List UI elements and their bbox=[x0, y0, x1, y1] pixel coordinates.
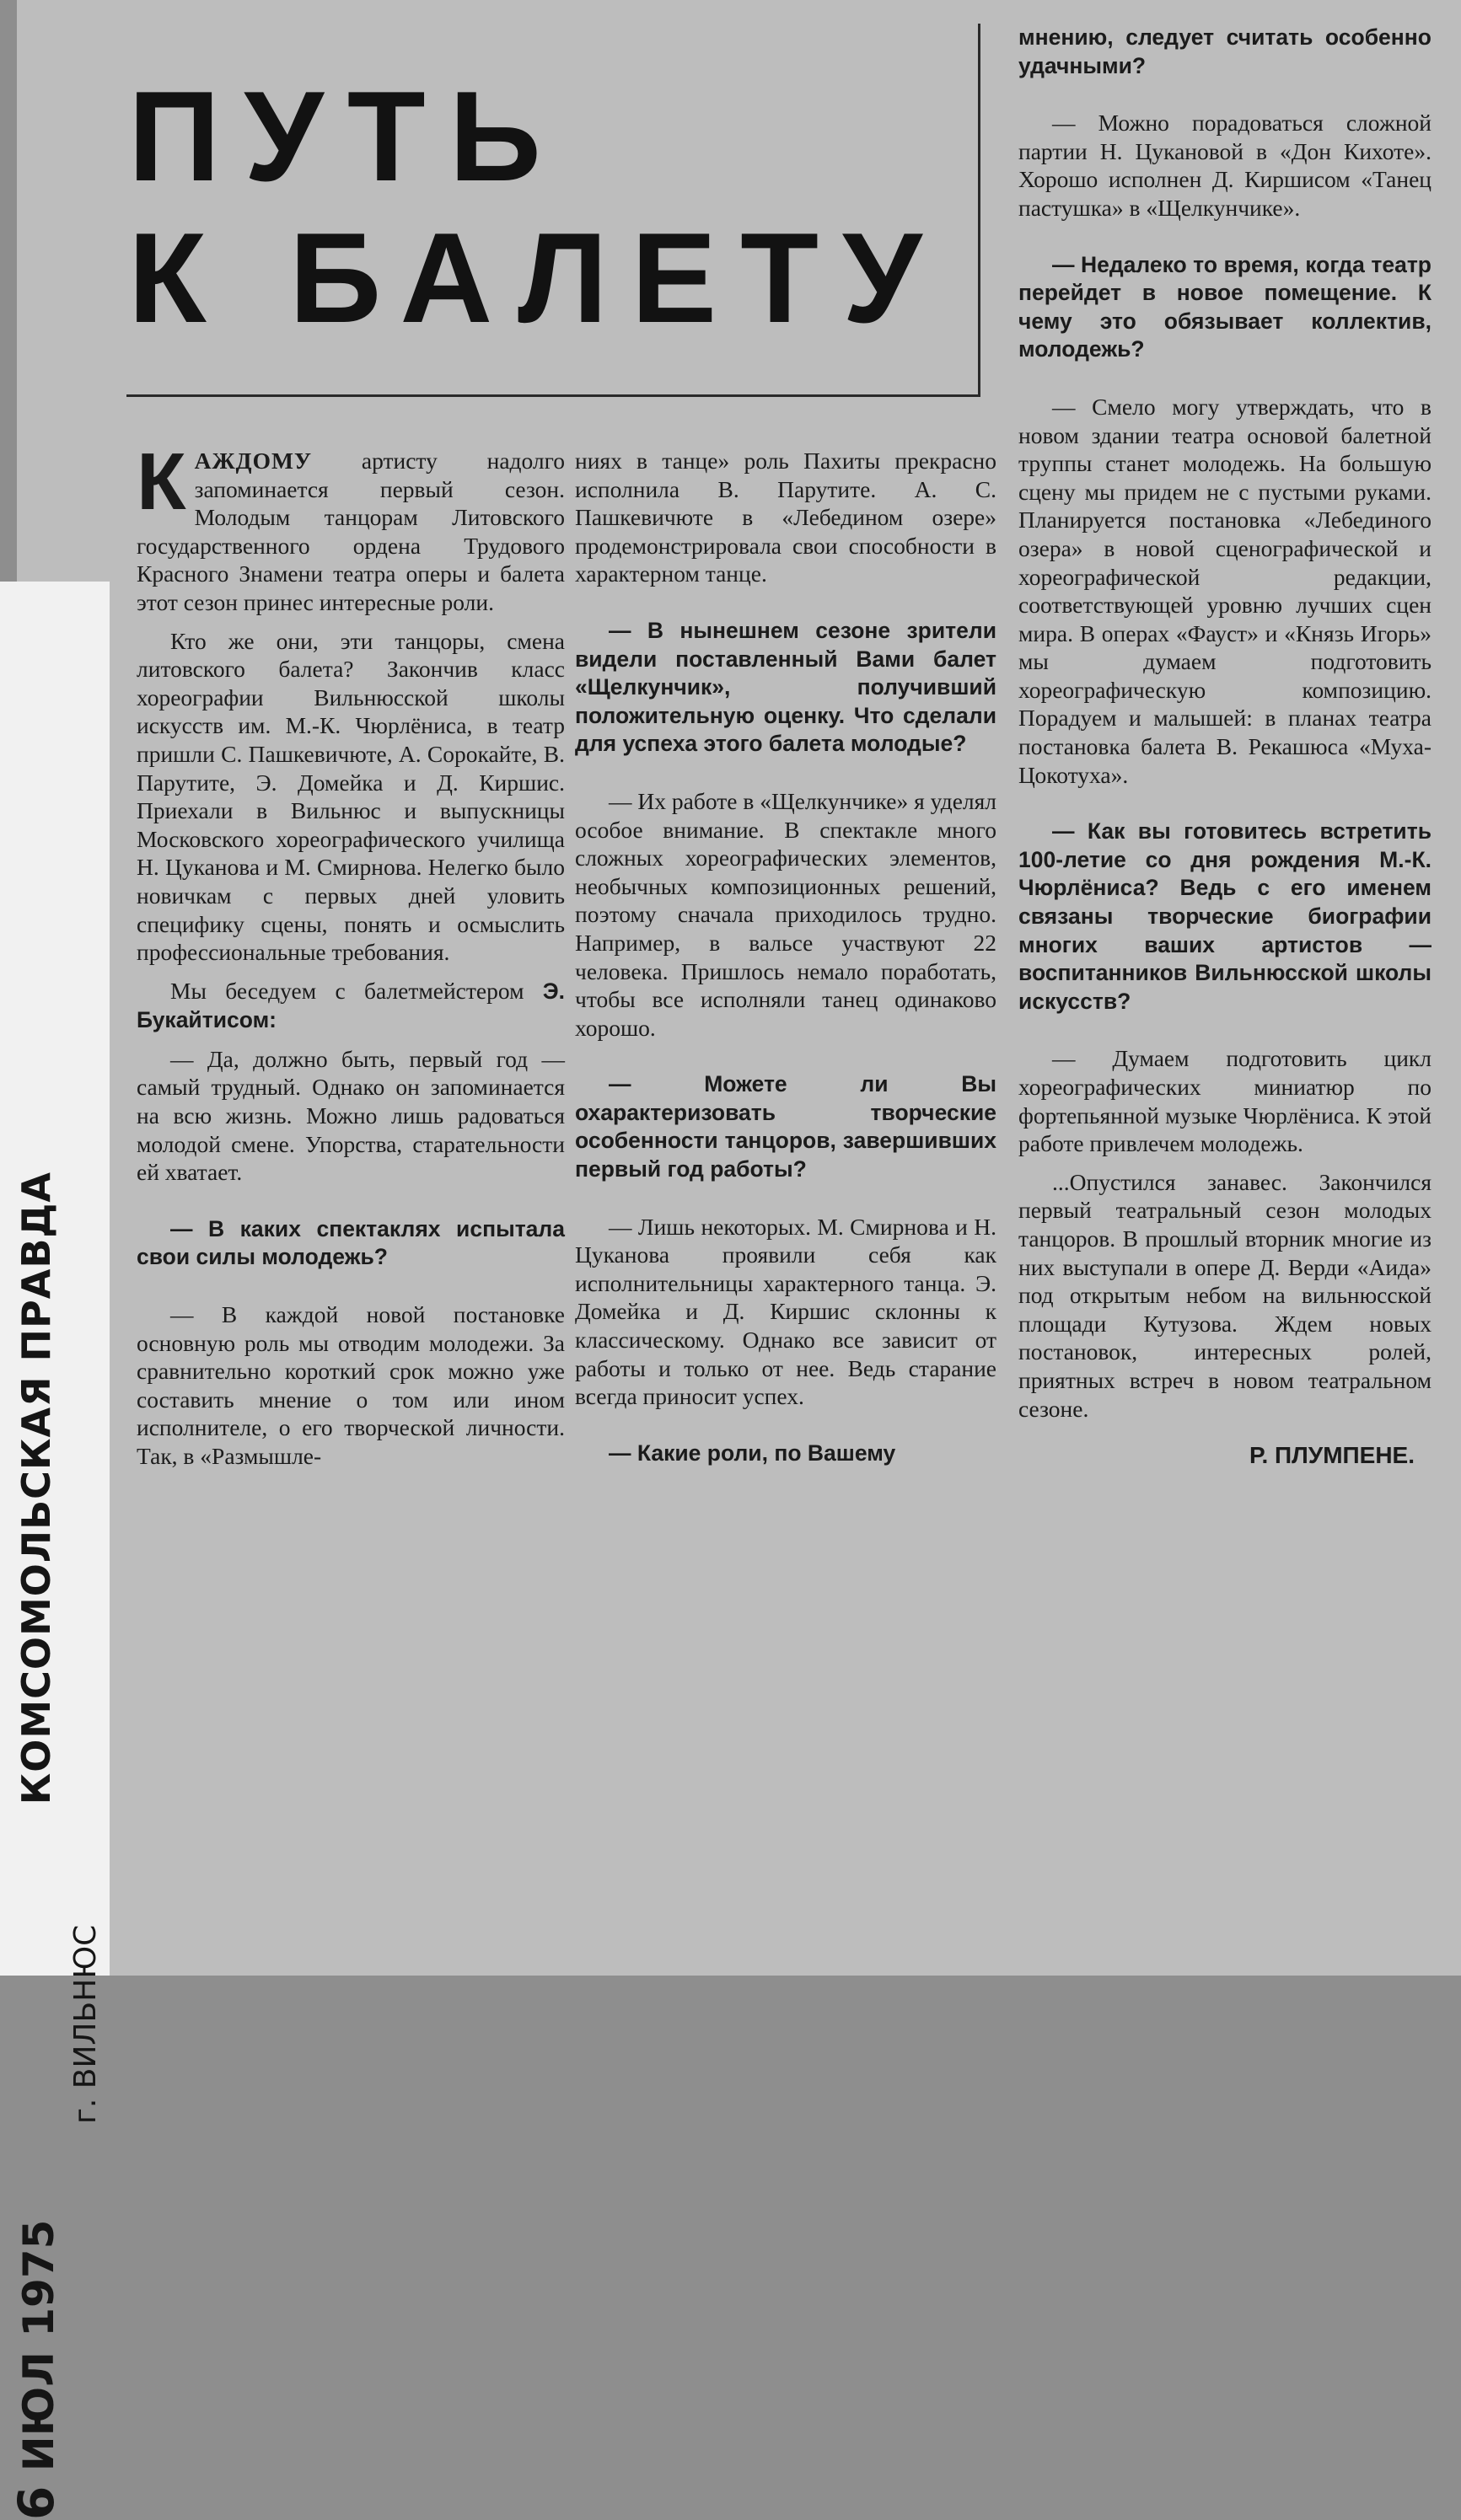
paragraph: Кто же они, эти танцоры, смена литовского балета? Закончив класс хореографии Вильнюсской школы искусств им. М.-К. Чюрлёниса, в театр пришли С. Пашкевичюте, А. Сорокайте, В. Парутите, Э. Домейка и Д. Киршис. Приехали в Вильнюс и выпускницы Московского хореографического училища Н. Цуканова и М. Смирнова. Нелегко было новичкам с первых дней уловить специфику сцены, понять и осмыслить профессиональные требования. bbox=[137, 627, 565, 966]
answer: — Их работе в «Щелкунчике» я уделял особое внимание. В спектакле много сложных хореографических элементов, необычных композиционных решений, поэтому сначала приходилось трудно. Например, в вальсе участвуют 22 человека. Пришлось немало поработать, чтобы все исполняли танец одинаково хорошо. bbox=[575, 787, 996, 1041]
headline bbox=[128, 66, 946, 349]
column-1 bbox=[137, 437, 565, 1481]
answer: — В каждой новой постановке основную роль мы отводим молодежи. За сравнительно короткий срок можно уже составить мнение о том или ином исполнителе, о его творческой личности. Так, в «Размышле- bbox=[137, 1301, 565, 1469]
answer: — Лишь некоторых. М. Смирнова и Н. Цуканова проявили себя как исполнительницы характерного танца. Э. Домейка и Д. Киршис склонны к классическому. Однако все зависит от работы и только от нее. Ведь старание всегда приносит успех. bbox=[575, 1213, 996, 1410]
lead-text: артисту надолго запоминается первый сезон. Молодым танцорам Литовского государственного ордена Трудового Красного Знамени театра оперы и балета этот сезон принес интересные роли. bbox=[137, 448, 565, 615]
answer: — Да, должно быть, первый год — самый трудный. Однако он запоминается на всю жизнь. Можно лишь радоваться молодой смене. Упорства, старательности ей хватает. bbox=[137, 1045, 565, 1186]
column-2 bbox=[575, 447, 996, 1496]
stamp-date: 6 ИЮЛ 1975 bbox=[7, 2219, 65, 2520]
column-3 bbox=[1018, 24, 1431, 1470]
question: — Можете ли Вы охарактеризовать творческие особенности танцоров, завершивших первый год работы? bbox=[575, 1071, 996, 1182]
headline-box bbox=[126, 24, 980, 397]
intro-interview: Мы беседуем с балетмейстером Э. Букайтисом: bbox=[137, 977, 565, 1033]
question: — Какие роли, по Вашему bbox=[609, 1440, 896, 1466]
question: — Недалеко то время, когда театр перейдет в новое помещение. К чему это обязывает коллектив, молодежь? bbox=[1018, 251, 1431, 362]
answer-continued: ниях в танце» роль Пахиты прекрасно исполнила В. Парутите. А. С. Пашкевичюте в «Лебедином озере» продемонстрировала свои способности в характерном танце. bbox=[575, 448, 996, 587]
lead-caps: АЖДОМУ bbox=[194, 448, 313, 474]
drop-cap: К bbox=[137, 437, 186, 527]
closing-paragraph: ...Опустился занавес. Закончился первый театральный сезон молодых танцоров. В прошлый вторник многие из них выступали в опере Д. Верди «Аида» под открытым небом на вильнюсской площади Кутузова. Ждем новых постановок, интересных ролей, приятных встреч в новом театральном сезоне. bbox=[1018, 1168, 1431, 1422]
question: — В каких спектаклях испытала свои силы молодежь? bbox=[137, 1215, 565, 1270]
publication-stamp bbox=[0, 582, 110, 2520]
interviewee-name: Э. Букайтисом: bbox=[137, 978, 565, 1033]
lead-paragraph bbox=[137, 437, 565, 617]
question: — В нынешнем сезоне зрители видели поставленный Вами балет «Щелкунчик», получивший положительную оценку. Что сделали для успеха этого балета молодые? bbox=[575, 617, 996, 757]
answer: — Можно порадоваться сложной партии Н. Цукановой в «Дон Кихоте». Хорошо исполнен Д. Киршисом «Танец пастушка» в «Щелкунчике». bbox=[1018, 110, 1431, 221]
stamp-rotated-text bbox=[0, 1172, 110, 2520]
question-continued: мнению, следует считать особенно удачными? bbox=[1018, 24, 1431, 78]
question: — Как вы готовитесь встретить 100-летие со дня рождения М.-К. Чюрлёниса? Ведь с его именем связаны творческие биографии многих ваших артистов — воспитанников Вильнюсской школы искусств? bbox=[1018, 818, 1431, 1014]
headline-line-1: ПУТЬ bbox=[128, 65, 565, 208]
headline-line-2: К БАЛЕТУ bbox=[128, 206, 946, 350]
stamp-publication-name: КОМСОМОЛЬСКАЯ ПРАВДА bbox=[13, 1172, 59, 1805]
article bbox=[126, 0, 1442, 1976]
answer: — Смело могу утверждать, что в новом здании театра основой балетной труппы станет молодежь. На большую сцену мы придем не с пустыми руками. Планируется постановка «Лебединого озера» в новой сценографической и хореографической редакции, соответствующей уровню лучших сцен мира. В операх «Фауст» и «Князь Игорь» мы думаем подготовить хореографическую композицию. Порадуем и малышей: в планах театра постановка балета В. Рекашюса «Муха-Цокотуха». bbox=[1018, 393, 1431, 788]
stamp-city: г. ВИЛЬНЮС bbox=[67, 1924, 103, 2124]
author-signature: Р. ПЛУМПЕНЕ. bbox=[1249, 1442, 1415, 1469]
answer: — Думаем подготовить цикл хореографических миниатюр по фортепьянной музыке Чюрлёниса. К этой работе привлечем молодежь. bbox=[1018, 1045, 1431, 1157]
